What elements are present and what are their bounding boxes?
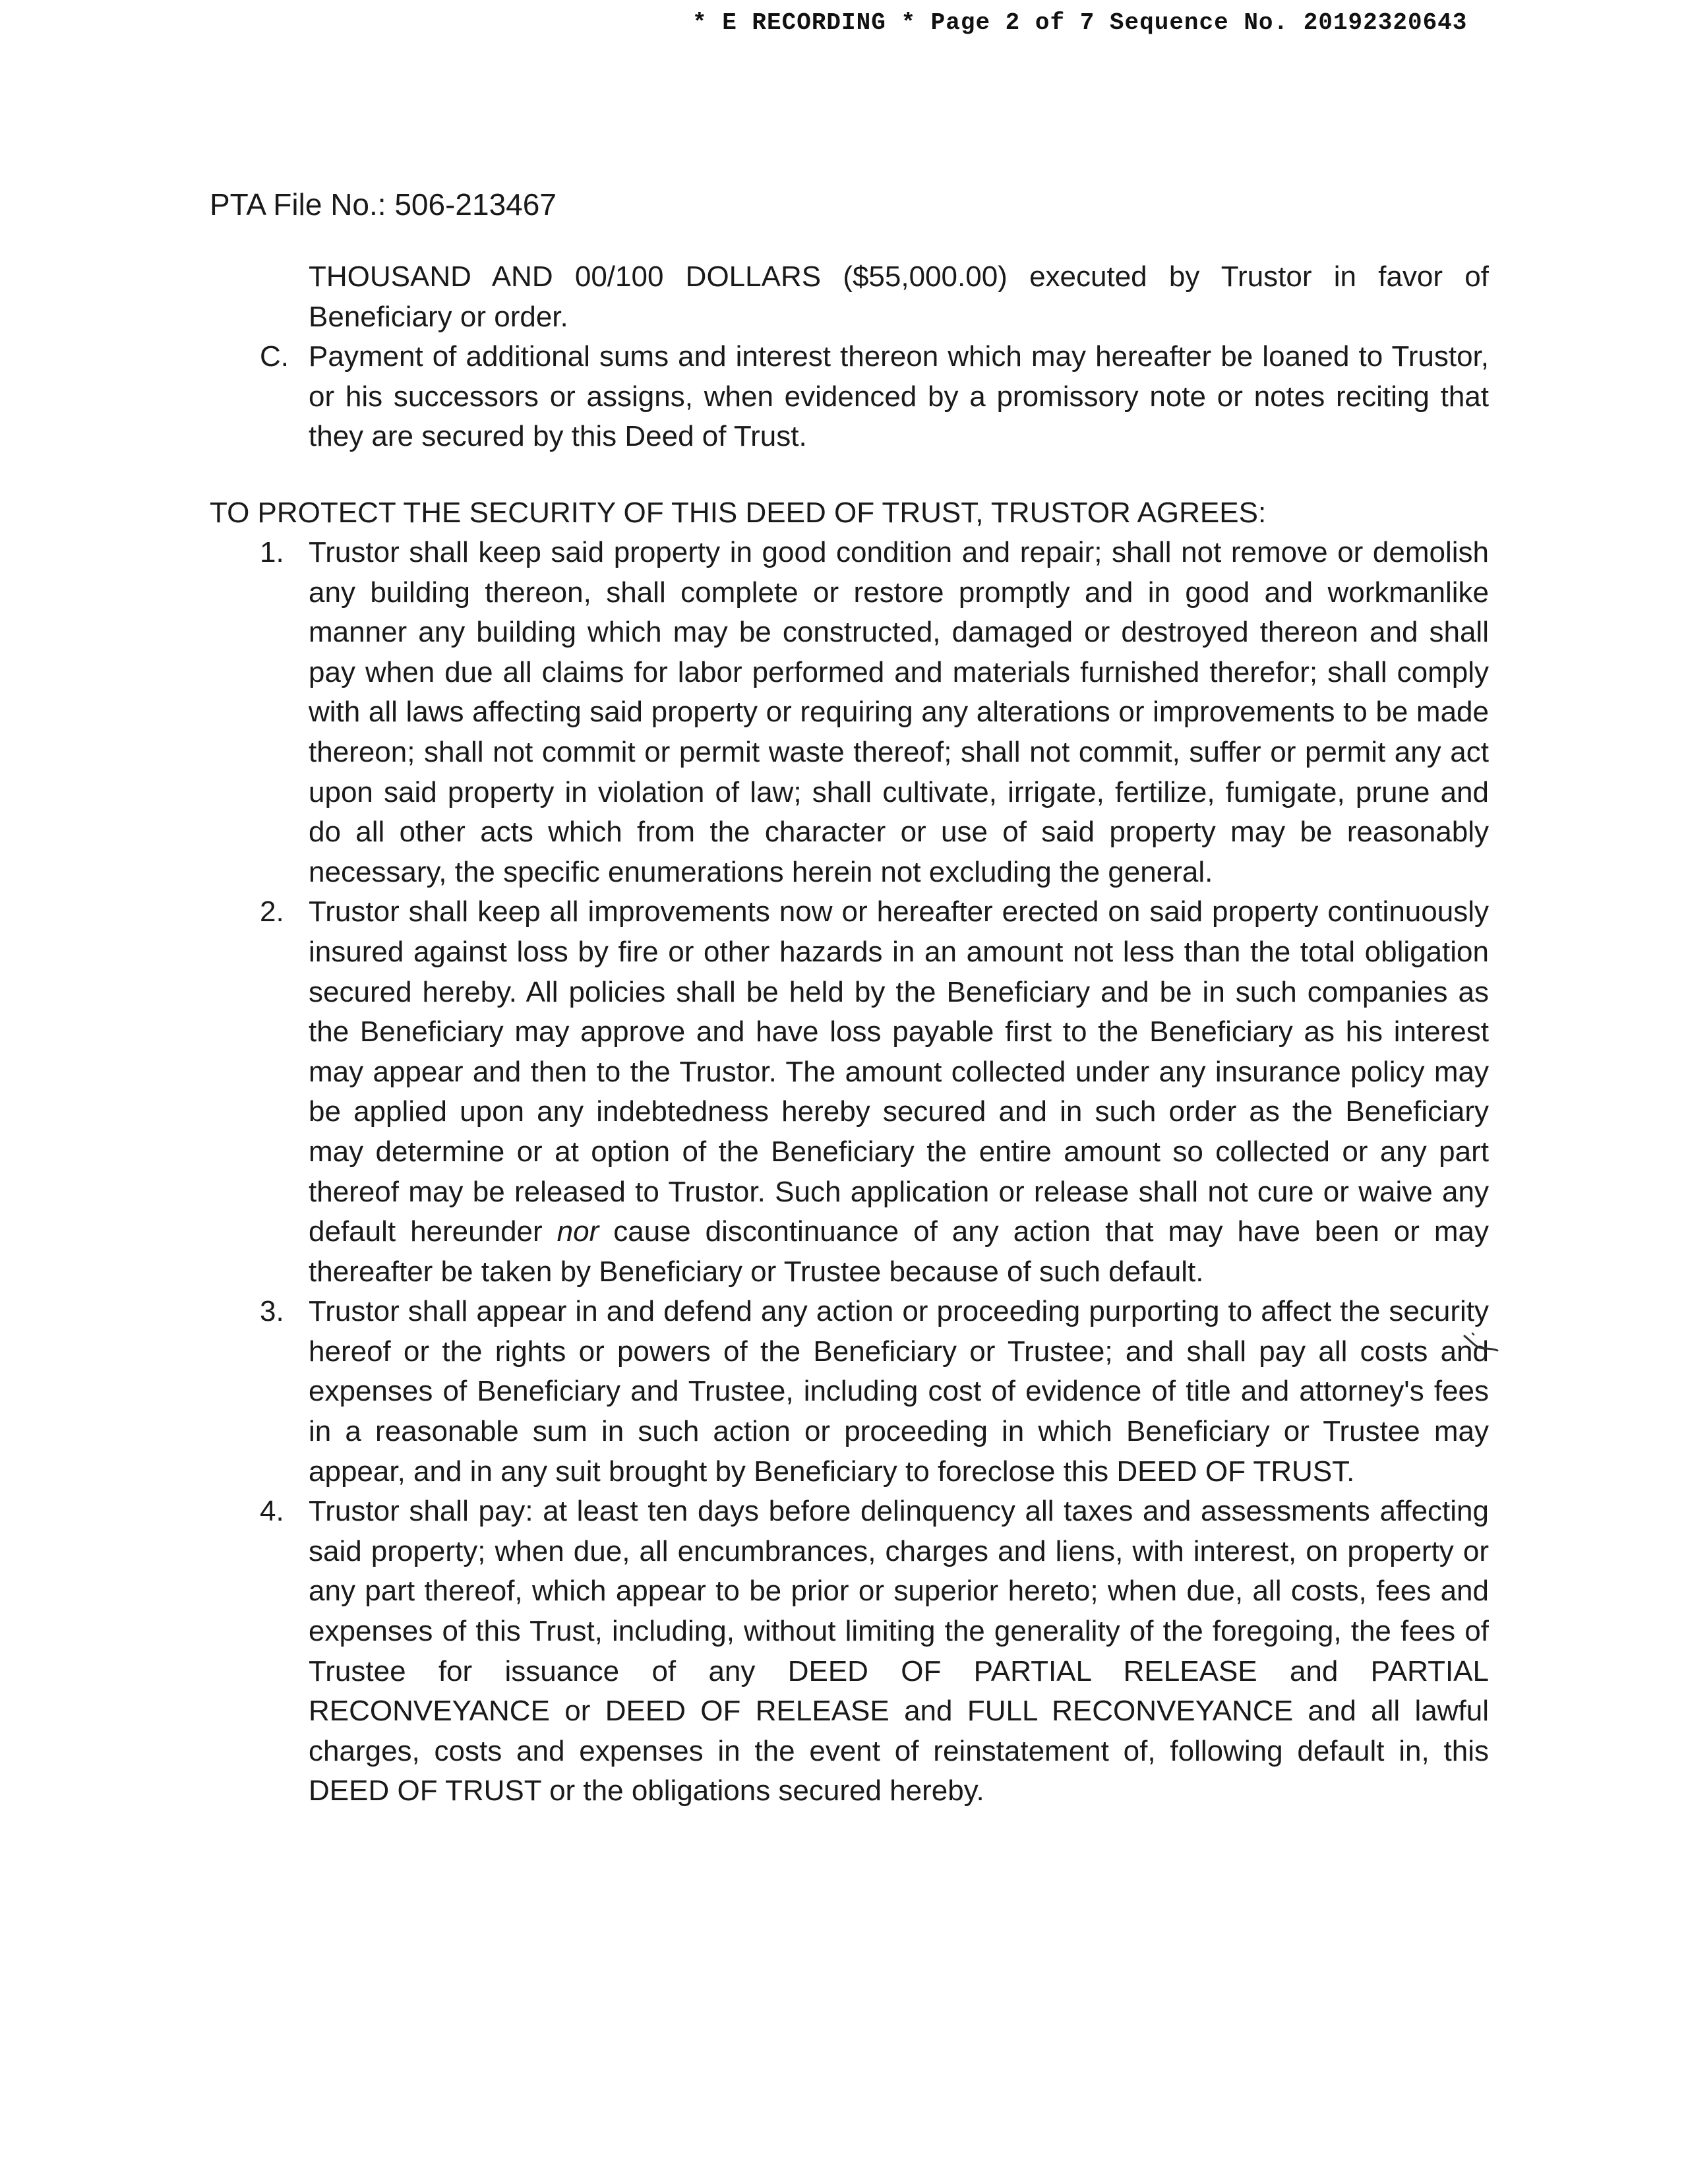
list-item-c: [0, 337, 1489, 457]
item-2-text: [309, 892, 1489, 1292]
item-3-label: 3.: [260, 1295, 284, 1328]
list-item-4: [0, 1492, 1489, 1811]
list-item-2: [0, 892, 1489, 1292]
item-2-text-part-1: Trustor shall keep all improvements now or hereafter erected on said property continuously insured against loss by fire or other hazards in an amount not less than the total obligation secured hereby. All policies shall be held by the Beneficiary and be in such companies as the Beneficiary may approve and have loss payable first to the Beneficiary as his interest may appear and then to the Trustor. The amount collected under any insurance policy may be applied upon any indebtedness hereby secured and in such order as the Beneficiary may determine or at option of the Beneficiary the entire amount so collected or any part thereof may be released to Trustor. Such application or release shall not cure or waive any default hereunder: [309, 895, 1489, 1248]
preceding-items: [0, 257, 1688, 457]
list-item-1: [0, 533, 1489, 892]
agreements-list: [0, 533, 1688, 1811]
recording-header: * E RECORDING * Page 2 of 7 Sequence No. 20192320643: [692, 9, 1468, 36]
item-c-text: Payment of additional sums and interest thereon which may hereafter be loaned to Trustor, or his successors or assigns, when evidenced by a promissory note or notes reciting that they are secured by this Deed of Trust.: [309, 340, 1489, 453]
item-4-label: 4.: [260, 1495, 284, 1528]
item-2-italic-word: nor: [557, 1215, 599, 1248]
item-1-text: Trustor shall keep said property in good condition and repair; shall not remove or demolish any building thereon, shall complete or restore promptly and in good and workmanlike manner any building which may be constructed, damaged or destroyed thereon and shall pay when due all claims for labor performed and materials furnished therefor; shall comply with all laws affecting said property or requiring any alterations or improvements to be made thereon; shall not commit or permit waste thereof; shall not commit, suffer or permit any act upon said property in violation of law; shall cultivate, irrigate, fertilize, fumigate, prune and do all other acts which from the character or use of said property may be reasonably necessary, the specific enumerations herein not excluding the general.: [309, 536, 1489, 888]
file-number: PTA File No.: 506-213467: [210, 187, 557, 222]
section-heading: TO PROTECT THE SECURITY OF THIS DEED OF TRUST, TRUSTOR AGREES:: [210, 497, 1267, 529]
item-3-text: Trustor shall appear in and defend any action or proceeding purporting to affect the security hereof or the rights or powers of the Beneficiary or Trustee; and shall pay all costs and expenses of Beneficiary and Trustee, including cost of evidence of title and attorney's fees in a reasonable sum in such action or proceeding in which Beneficiary or Trustee may appear, and in any suit brought by Beneficiary to foreclose this DEED OF TRUST.: [309, 1295, 1489, 1488]
continuation-paragraph: [0, 257, 1489, 337]
list-item-3: [0, 1292, 1489, 1492]
item-2-text-part-2: cause discontinuance of any action that may have been or may thereafter be taken by Beneficiary or Trustee because of such default.: [309, 1215, 1490, 1288]
item-c-label: C.: [260, 340, 289, 373]
item-2-label: 2.: [260, 895, 284, 928]
pen-mark-icon: [1461, 1331, 1500, 1357]
item-1-label: 1.: [260, 536, 284, 568]
item-4-text: Trustor shall pay: at least ten days before delinquency all taxes and assessments affecting said property; when due, all encumbrances, charges and liens, with interest, on property or any part thereof, which appear to be prior or superior hereto; when due, all costs, fees and expenses of this Trust, including, without limiting the generality of the foregoing, the fees of Trustee for issuance of any DEED OF PARTIAL RELEASE and PARTIAL RECONVEYANCE or DEED OF RELEASE and FULL RECONVEYANCE and all lawful charges, costs and expenses in the event of reinstatement of, following default in, this DEED OF TRUST or the obligations secured hereby.: [309, 1495, 1489, 1807]
continuation-text: THOUSAND AND 00/100 DOLLARS ($55,000.00) executed by Trustor in favor of Beneficiary or order.: [309, 260, 1489, 333]
